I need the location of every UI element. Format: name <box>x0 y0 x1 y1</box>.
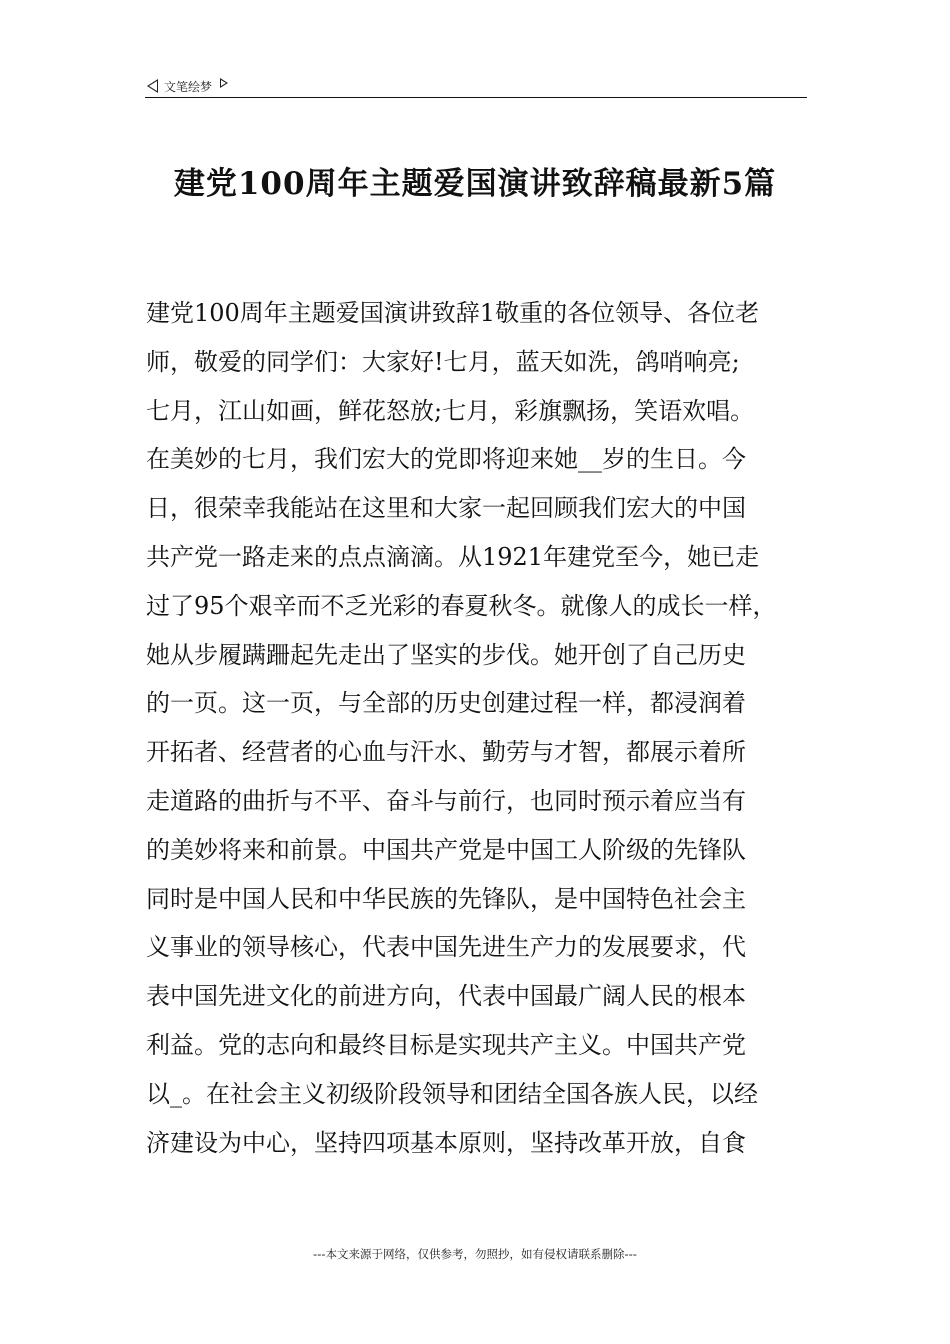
body-line: 共产党一路走来的点点滴滴。从1921年建党至今，她已走 <box>146 542 760 571</box>
body-line: 走道路的曲折与不平、奋斗与前行，也同时预示着应当有 <box>146 786 746 815</box>
body-line: 师，敬爱的同学们：大家好!七月，蓝天如洗，鸽哨响亮; <box>146 347 740 376</box>
triangle-left-icon <box>147 79 158 93</box>
body-line: 义事业的领导核心，代表中国先进生产力的发展要求，代 <box>146 933 746 962</box>
body-line: 她从步履蹒跚起先走出了坚实的步伐。她开创了自己历史 <box>146 640 746 669</box>
body-line: 利益。党的志向和最终目标是实现共产主义。中国共产党 <box>146 1030 746 1059</box>
body-line: 的一页。这一页，与全部的历史创建过程一样，都浸润着 <box>146 689 746 718</box>
document-title: 建党100周年主题爱国演讲致辞稿最新5篇 <box>173 166 777 202</box>
body-line: 日，很荣幸我能站在这里和大家一起回顾我们宏大的中国 <box>146 494 746 523</box>
body-line: 过了95个艰辛而不乏光彩的春夏秋冬。就像人的成长一样， <box>146 591 777 620</box>
body-line: 的美妙将来和前景。中国共产党是中国工人阶级的先锋队 <box>146 835 746 864</box>
body-line: 表中国先进文化的前进方向，代表中国最广阔人民的根本 <box>146 982 746 1011</box>
body-line: 以_。在社会主义初级阶段领导和团结全国各族人民，以经 <box>146 1079 758 1108</box>
body-line: 同时是中国人民和中华民族的先锋队，是中国特色社会主 <box>146 884 746 913</box>
header-divider <box>145 97 807 98</box>
page-footer: ---本文来源于网络，仅供参考，勿照抄，如有侵权请联系删除--- <box>313 1247 637 1261</box>
body-line: 七月，江山如画，鲜花怒放;七月，彩旗飘扬，笑语欢唱。 <box>146 396 755 425</box>
page-header <box>147 74 807 98</box>
body-line: 开拓者、经营者的心血与汗水、勤劳与才智，都展示着所 <box>146 738 746 767</box>
header-label: 文笔绘梦 <box>164 79 213 94</box>
body-line: 济建设为中心，坚持四项基本原则，坚持改革开放，自食 <box>146 1128 746 1157</box>
document-body <box>146 289 810 1167</box>
body-line: 建党100周年主题爱国演讲致辞1敬重的各位领导、各位老 <box>146 299 760 327</box>
body-line: 在美妙的七月，我们宏大的党即将迎来她__岁的生日。今 <box>146 445 746 474</box>
triangle-right-icon <box>220 78 228 88</box>
